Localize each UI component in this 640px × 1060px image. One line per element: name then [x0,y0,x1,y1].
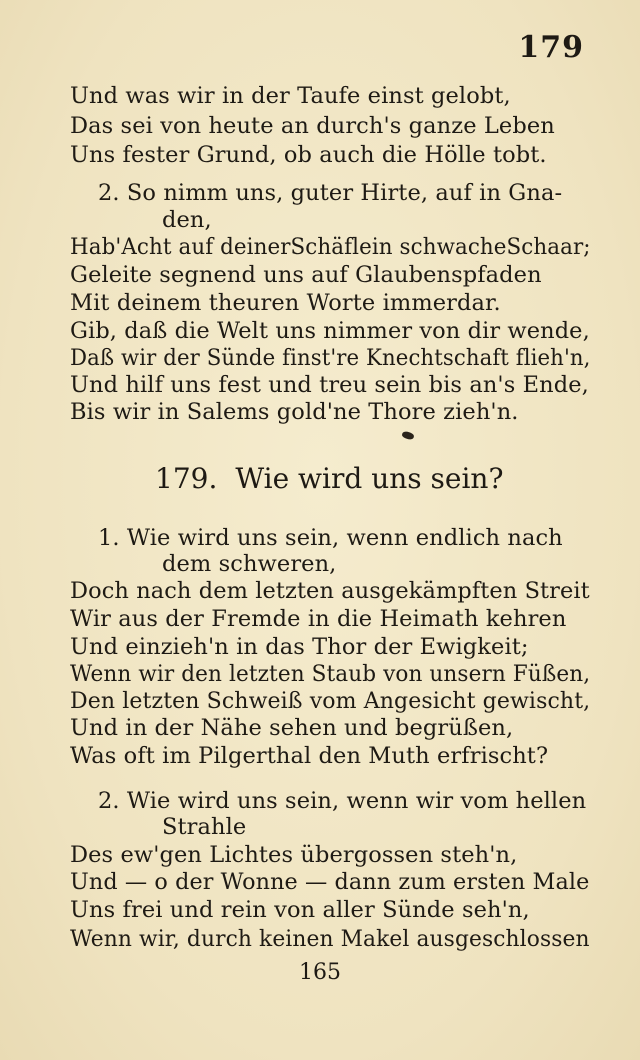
text-line: Mit deinem theuren Worte immerdar. [70,290,501,316]
text-line: Und einzieh'n in das Thor der Ewigkeit; [70,634,529,660]
text-line: Und — o der Wonne — dann zum ersten Male [70,869,590,895]
text-line: Gib, daß die Welt uns nimmer von dir wende, [70,318,590,344]
hymn-title [155,462,503,495]
text-line: Und in der Nähe sehen und begrüßen, [70,715,514,741]
stanza-first-line: 2. So nimm uns, guter Hirte, auf in Gna- [98,180,563,206]
text-line: Wenn wir den letzten Staub von unsern Füßen, [70,661,591,687]
text-line: Und hilf uns fest und treu sein bis an's Ende, [70,372,589,398]
text-line: Daß wir der Sünde finst're Knechtschaft flieh'n, [70,345,591,371]
stanza-first-line: 1. Wie wird uns sein, wenn endlich nach [98,525,563,551]
text-line: Doch nach dem letzten ausgekämpften Streit [70,578,590,604]
text-line: Wenn wir, durch keinen Makel ausgeschlossen [70,926,590,952]
text-line: Das sei von heute an durch's ganze Leben [70,113,555,139]
text-line: Den letzten Schweiß vom Angesicht gewischt, [70,688,591,714]
text-line: Uns fester Grund, ob auch die Hölle tobt. [70,142,547,168]
hymn-number: 179. [155,462,218,495]
page-number: 165 [299,960,341,985]
text-line: Bis wir in Salems gold'ne Thore zieh'n. [70,399,519,425]
stanza-first-line: 2. Wie wird uns sein, wenn wir vom hellen [98,788,587,814]
text-line: Was oft im Pilgerthal den Muth erfrischt? [70,743,549,769]
hymn-title-text: Wie wird uns sein? [235,462,504,495]
stanza-first-line-continuation: Strahle [162,814,247,840]
text-line: Wir aus der Fremde in die Heimath kehren [70,606,567,632]
text-line: Uns frei und rein von aller Sünde seh'n, [70,897,530,923]
text-line: Hab'Acht auf deinerSchäflein schwacheSchaar; [70,234,591,260]
running-head-hymn-number: 179 [518,30,584,65]
text-line: Und was wir in der Taufe einst gelobt, [70,83,511,109]
text-line: Geleite segnend uns auf Glaubenspfaden [70,262,542,288]
section-ornament [401,430,415,441]
stanza-first-line-continuation: den, [162,207,212,233]
text-line: Des ew'gen Lichtes übergossen steh'n, [70,842,518,868]
stanza-first-line-continuation: dem schweren, [162,551,337,577]
